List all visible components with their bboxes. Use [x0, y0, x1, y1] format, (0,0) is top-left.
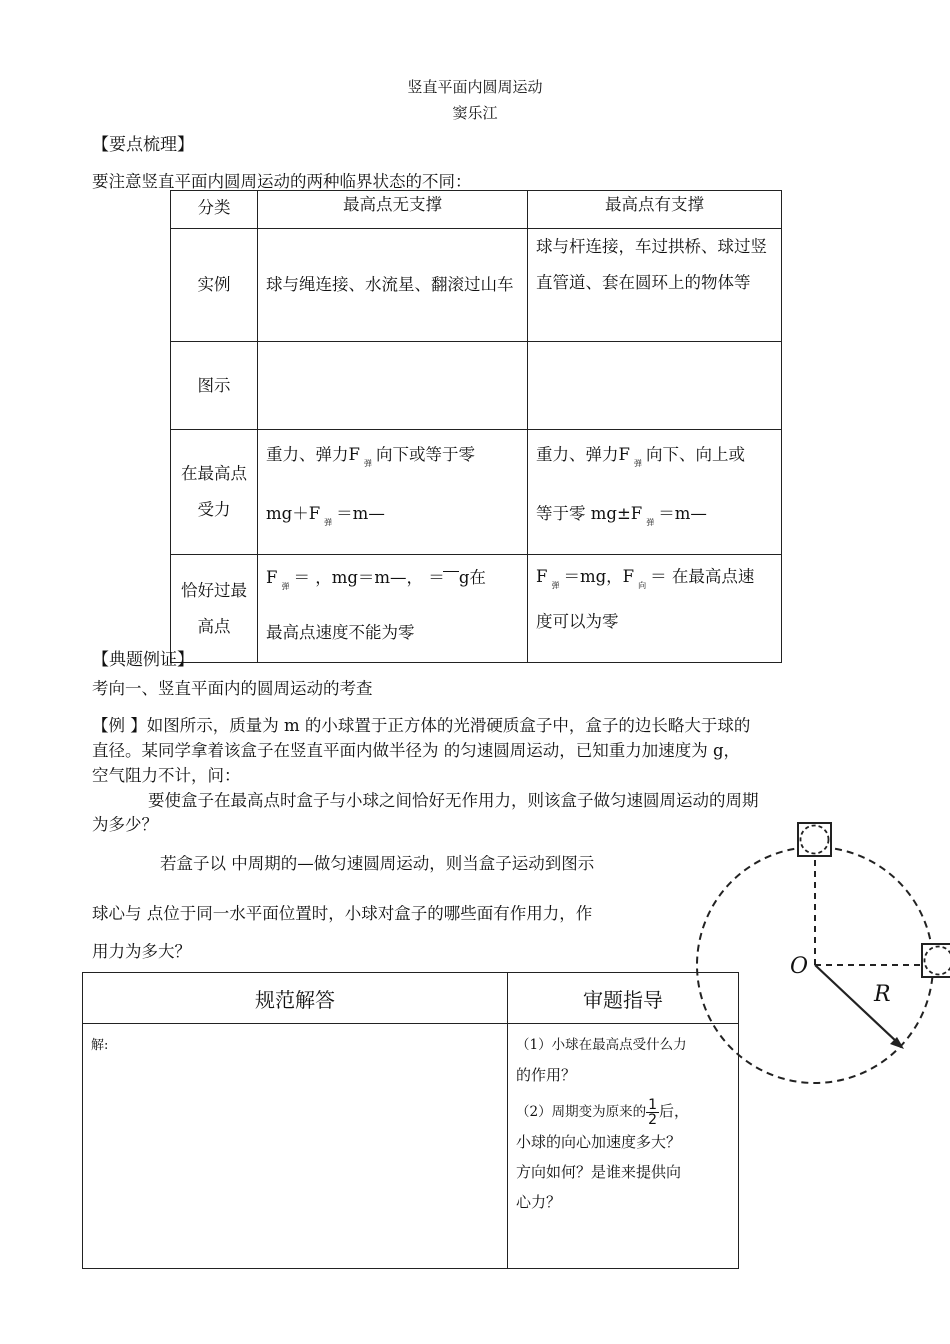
force-b-text1-end: 向下、向上或	[645, 445, 745, 464]
example-line-3: 空气阻力不计，问：	[92, 766, 241, 785]
guide-area	[508, 1024, 739, 1269]
cell-force-with-support	[528, 430, 782, 555]
critical-b-sub2: 向	[638, 581, 647, 590]
guide2-line-1	[516, 1096, 730, 1127]
cell-figure-no-support	[258, 342, 528, 430]
guide1-line-1: （1）小球在最高点受什么力	[516, 1037, 687, 1053]
guide2-prefix: （2）周期变为原来的	[516, 1104, 647, 1120]
critical-b-sub1: 弹	[551, 581, 560, 590]
row-label-example: 实例	[171, 229, 258, 342]
cell-critical-no-support	[258, 555, 528, 663]
critical-b-line2: 度可以为零	[536, 612, 619, 631]
cell-example-with-support: 球与杆连接，车过拱桥、球过竖直管道、套在圆环上的物体等	[528, 229, 782, 342]
force-a-sub1: 弹	[363, 459, 372, 468]
row-label-critical: 恰好过最高点	[171, 555, 258, 663]
force-b-text2: 等于零 mg±F	[536, 504, 643, 523]
question2-line-1: 若盒子以 中周期的—做匀速圆周运动，则当盒子运动到图示	[160, 854, 595, 873]
fraction-half	[646, 1098, 659, 1127]
force-a-text2-end: ＝m—	[336, 504, 385, 523]
force-b-sub2: 弹	[646, 518, 655, 527]
table-row-critical	[171, 555, 782, 663]
critical-b-text2: ＝mg，F	[563, 567, 635, 586]
example-line-2: 直径。某同学拿着该盒子在竖直平面内做半径为 的匀速圆周运动，已知重力加速度为 g，	[92, 741, 741, 760]
guide2-suffix: 后，	[659, 1102, 690, 1120]
table-row-example	[171, 229, 782, 342]
comparison-table	[170, 190, 782, 663]
label-r: R	[874, 982, 891, 1007]
fraction-denominator: 2	[648, 1111, 658, 1128]
document-author: 窦乐江	[452, 104, 498, 122]
guide2-line-3: 方向如何？是谁来提供向	[516, 1163, 682, 1181]
critical-a-text2: ＝ ，mg＝m—， ＝	[293, 568, 445, 587]
header-review-guide: 审题指导	[508, 973, 739, 1024]
box-top	[798, 823, 831, 856]
cell-critical-with-support	[528, 555, 782, 663]
example-line-1: 【例 】如图所示，质量为 m 的小球置于正方体的光滑硬质盒子中，盒子的边长略大于球的	[92, 716, 751, 735]
section-intro: 要注意竖直平面内圆周运动的两种临界状态的不同：	[92, 172, 472, 191]
guide2-line-2: 小球的向心加速度多大？	[516, 1133, 682, 1151]
answer-area[interactable]	[83, 1024, 508, 1269]
section-heading-examples: 【典题例证】	[92, 650, 194, 670]
force-b-sub1: 弹	[633, 459, 642, 468]
col-header-with-support: 最高点有支撑	[528, 191, 782, 229]
critical-b-text1: F	[536, 567, 548, 586]
sqrt-icon	[443, 571, 459, 586]
row-label-force: 在最高点受力	[171, 430, 258, 555]
col-header-no-support: 最高点无支撑	[258, 191, 528, 229]
col-header-category: 分类	[171, 191, 258, 229]
guide2-line-4: 心力？	[516, 1193, 562, 1211]
answer-label: 解:	[91, 1038, 109, 1053]
force-b-text2-end: ＝m—	[658, 504, 707, 523]
solution-table	[82, 972, 739, 1269]
solution-body-row	[83, 1024, 739, 1269]
critical-a-text1: F	[266, 568, 278, 587]
cell-force-no-support	[258, 430, 528, 555]
question1-line-1: 要使盒子在最高点时盒子与小球之间恰好无作用力，则该盒子做匀速圆周运动的周期	[148, 791, 759, 810]
table-header-row	[171, 191, 782, 229]
header-standard-answer: 规范解答	[83, 973, 508, 1024]
solution-header-row	[83, 973, 739, 1024]
cell-example-no-support: 球与绳连接、水流星、翻滚过山车	[258, 229, 528, 342]
critical-b-text3: ＝ 在最高点速	[650, 567, 755, 586]
force-b-text1: 重力、弹力F	[536, 445, 630, 464]
question2-line-2: 球心与 点位于同一水平面位置时，小球对盒子的哪些面有作用力，作	[92, 904, 593, 923]
guide1-line-2: 的作用？	[516, 1066, 577, 1084]
critical-a-sub: 弹	[281, 582, 290, 591]
table-row-force	[171, 430, 782, 555]
row-label-figure: 图示	[171, 342, 258, 430]
section-heading-key-points: 【要点梳理】	[92, 135, 194, 155]
question2-line-3: 用力为多大？	[92, 942, 191, 961]
force-a-text1: 重力、弹力F	[266, 445, 360, 464]
question1-line-2: 为多少？	[92, 815, 158, 834]
critical-a-text3: g在	[458, 568, 486, 587]
table-row-figure	[171, 342, 782, 430]
fraction-numerator: 1	[648, 1096, 658, 1113]
critical-a-line2: 最高点速度不能为零	[266, 623, 415, 642]
force-a-text2: mg＋F	[266, 504, 321, 523]
cell-figure-with-support	[528, 342, 782, 430]
force-a-text1-end: 向下或等于零	[375, 445, 475, 464]
direction-title: 考向一、竖直平面内的圆周运动的考查	[92, 679, 373, 698]
label-o: O	[790, 954, 809, 979]
force-a-sub2: 弹	[324, 518, 333, 527]
document-title: 竖直平面内圆周运动	[407, 78, 543, 96]
